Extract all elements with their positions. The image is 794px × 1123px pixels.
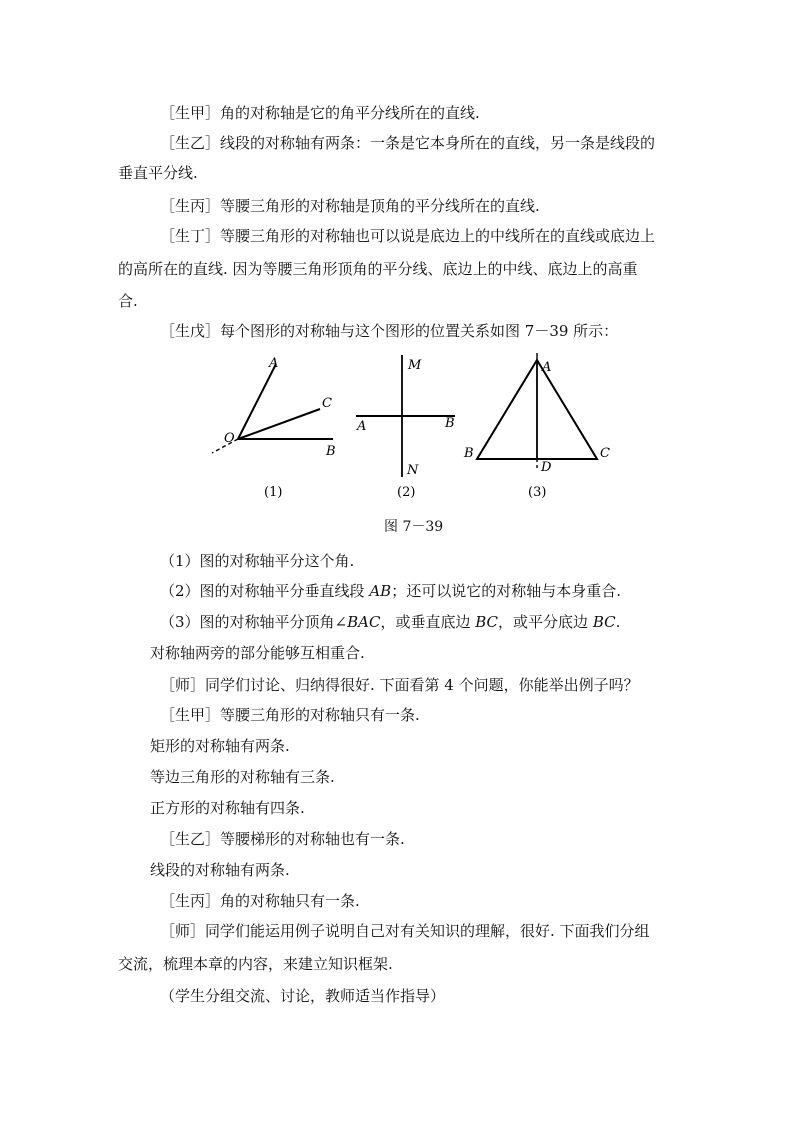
explanation-item-2 [160, 581, 621, 601]
explanation-text: . [615, 613, 621, 631]
dialogue-line: ［生甲］等腰三角形的对称轴只有一条. [160, 706, 420, 724]
explanation-text: ；还可以说它的对称轴与本身重合. [391, 582, 621, 600]
figure-3-triangle [463, 353, 610, 500]
explanation-text: ，或平分底边 [498, 613, 593, 631]
explanation-summary: 对称轴两旁的部分能够互相重合. [150, 644, 365, 662]
figure-2-label: (2) [397, 485, 416, 500]
dialogue-line: 正方形的对称轴有四条. [150, 799, 305, 817]
dialogue-line: 交流，梳理本章的内容，来建立知识框架. [118, 955, 393, 973]
figure-7-39 [200, 350, 620, 510]
dialogue-line: 矩形的对称轴有两条. [150, 737, 290, 755]
math-variable: BC [475, 613, 499, 631]
paragraph-line: ［生乙］线段的对称轴有两条：一条是它本身所在的直线，另一条是线段的 [160, 134, 656, 152]
dialogue-line: ［师］同学们能运用例子说明自己对有关知识的理解，很好. 下面我们分组 [160, 922, 650, 940]
paragraph-line: 垂直平分线. [118, 164, 198, 182]
explanation-text: （2）图的对称轴平分垂直线段 [160, 582, 370, 600]
point-label-N: N [407, 463, 419, 478]
point-label-O: O [224, 431, 235, 446]
dialogue-line: ［生丙］角的对称轴只有一条. [160, 892, 360, 910]
paragraph-line: ［生丙］等腰三角形的对称轴是顶角的平分线所在的直线. [160, 197, 540, 215]
figure-2-segment [356, 355, 455, 500]
figure-1-angle [212, 356, 336, 500]
figure-1-label: (1) [264, 485, 283, 500]
point-label-B: B [445, 416, 455, 431]
point-label-C: C [322, 396, 332, 411]
figure-3-label: (3) [528, 485, 547, 500]
explanation-text: （3）图的对称轴平分顶角∠ [160, 613, 348, 631]
dialogue-line: 等边三角形的对称轴有三条. [150, 768, 335, 786]
explanation-item-1: （1）图的对称轴平分这个角. [160, 552, 355, 570]
paragraph-line: 合. [118, 292, 138, 310]
point-label-B: B [464, 446, 474, 461]
point-label-M: M [408, 358, 422, 373]
dialogue-line: ［生乙］等腰梯形的对称轴也有一条. [160, 830, 405, 848]
math-variable: BC [592, 613, 616, 631]
figure-caption: 图 7－39 [384, 519, 444, 535]
point-label-D: D [541, 460, 552, 475]
dialogue-line: （学生分组交流、讨论，教师适当作指导） [160, 987, 446, 1005]
paragraph-line: 的高所在的直线. 因为等腰三角形顶角的平分线、底边上的中线、底边上的高重 [118, 260, 638, 278]
explanation-item-3 [160, 612, 620, 632]
paragraph-line: ［生甲］角的对称轴是它的角平分线所在的直线. [160, 104, 480, 122]
dialogue-line: 线段的对称轴有两条. [150, 861, 290, 879]
point-label-A: A [542, 360, 552, 375]
point-label-B: B [326, 444, 336, 459]
geometry-figures [200, 350, 620, 510]
paragraph-line: ［生丁］等腰三角形的对称轴也可以说是底边上的中线所在的直线或底边上 [160, 227, 656, 245]
dialogue-line: ［师］同学们讨论、归纳得很好. 下面看第 4 个问题，你能举出例子吗？ [160, 676, 639, 694]
point-label-A: A [269, 356, 279, 371]
point-label-C: C [600, 446, 610, 461]
math-variable: AB [369, 582, 392, 600]
math-variable: BAC [347, 613, 381, 631]
point-label-A: A [357, 419, 367, 434]
explanation-text: ，或垂直底边 [380, 613, 476, 631]
paragraph-line: ［生戊］每个图形的对称轴与这个图形的位置关系如图 7－39 所示： [160, 322, 619, 340]
